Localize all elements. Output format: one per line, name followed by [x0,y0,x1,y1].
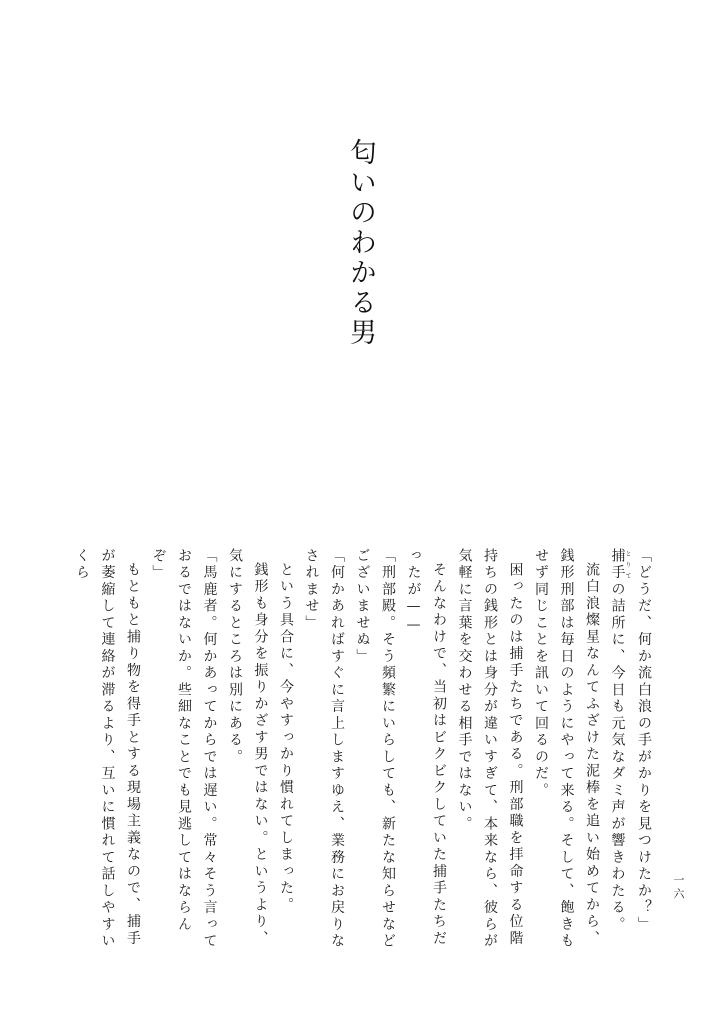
paragraph-4: 困ったのは捕手たちである。刑部職を拝命する位階持ちの銭形とは身分が違いすぎて、本来なら、彼らが気軽に言葉を交わせる相手ではない。 [456,548,524,950]
paragraph-7: 「何かあればすぐに言上しますゆえ、業務にお戻りなされませ」 [303,548,345,950]
paragraph-8: という具合に、今やすっかり慣れてしまった。 [278,562,294,914]
paragraph-3: 流白浪燦星なんてふざけた泥棒を追い始めてから、銭形刑部は毎日のようにやって来る。そして、飽きもせず同じことを訊いて回るのだ。 [533,548,600,950]
paragraph-5: そんなわけで、当初はビクビクしていた捕手たちだったが—— [405,548,447,948]
paragraph-2-rest: の詰所に、今日も元気なダミ声が響きわたる。 [609,581,626,934]
body-text [74,548,656,958]
paragraph-2 [604,548,631,958]
paragraph-6: 「刑部殿。そう頻繁にいらしても、新たな知らせなどございませぬ」 [354,548,396,950]
paragraph-9: 銭形も身分を振りかざす男ではない。というより、気にするところは別にある。 [227,548,269,948]
ruby-reading: とりて [624,548,631,582]
page-number: 一六 [672,874,685,902]
ruby-torite [609,548,631,582]
chapter-title: 匂いのわかる男 [345,138,376,348]
ruby-base: 捕手 [609,548,626,582]
paragraph-11: もともと捕り物を得手とする現場主義なので、捕手が萎縮して連絡が滞るより、互いに慣れて話しやすいくら [74,548,141,950]
paragraph-1: 「どうだ、何か流白浪の手がかりを見つけたか？」 [636,548,652,934]
paragraph-10: 「馬鹿者。何かあってからでは遅い。常々そう言っておるではないか。些細なことでも見逃してはならんぞ」 [150,548,218,950]
